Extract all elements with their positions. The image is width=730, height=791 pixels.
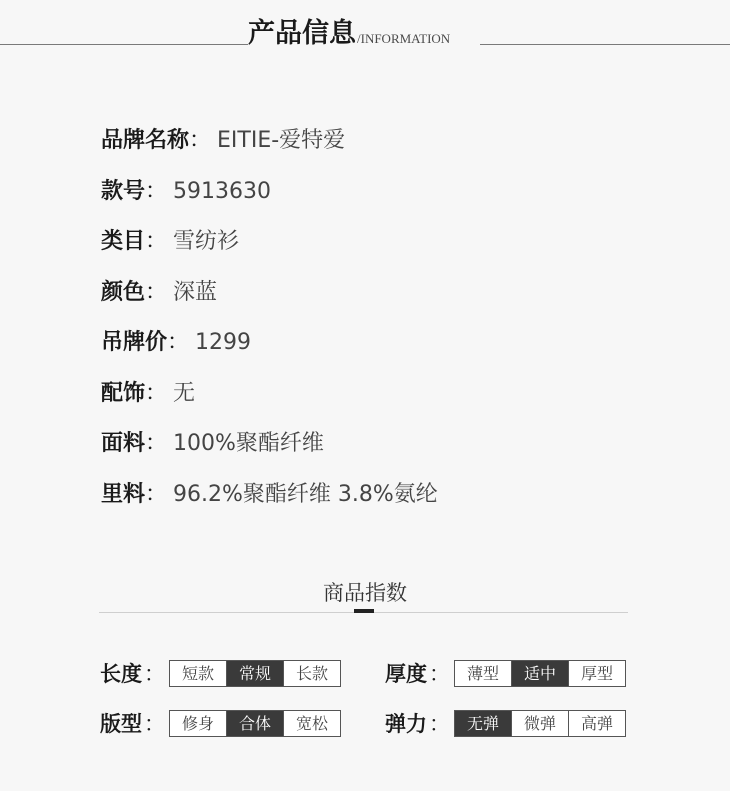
metric-elasticity [385,708,626,738]
info-colon: ： [189,128,212,153]
info-colon: ： [145,481,168,507]
metric-colon: ： [429,662,450,686]
option-high-stretch: 高弹 [568,711,625,736]
option-thick: 厚型 [568,661,625,686]
info-row-style-number [101,178,438,229]
info-row-fabric [101,430,438,481]
option-no-stretch-selected: 无弹 [455,711,511,736]
metric-label: 厚度 [385,662,427,686]
info-value: 无 [173,380,196,406]
info-label: 款号 [101,178,146,204]
index-section-title: 商品指数 [323,581,407,605]
metric-options [454,660,626,687]
info-label: 颜色 [101,279,146,305]
index-divider-accent [354,609,374,613]
info-value: 5913630 [173,178,272,204]
metric-thickness [385,658,626,688]
option-long: 长款 [283,661,340,686]
info-colon: ： [167,330,190,355]
page-title: 产品信息 [248,18,356,49]
option-thin: 薄型 [466,663,499,683]
metric-options [169,660,341,687]
metric-options [454,710,626,737]
info-label: 类目 [101,229,146,254]
metric-fit [100,708,341,738]
info-value: 1299 [195,330,252,355]
metric-label: 长度 [100,662,142,686]
section-header [248,20,450,47]
option-medium-selected: 适中 [511,661,568,686]
metric-colon: ： [144,662,165,686]
option-slim: 修身 [181,713,214,733]
metric-label: 版型 [100,712,142,736]
option-regular-selected: 常规 [226,661,283,686]
product-info-list [101,127,438,531]
page-subtitle: /INFORMATION [357,31,451,46]
info-label: 配饰 [101,380,146,406]
info-colon: ： [145,279,168,305]
info-colon: ： [145,431,168,456]
info-value: 深蓝 [173,279,218,305]
info-label: 吊牌价 [101,330,168,355]
info-value: 96.2%聚酯纤维 3.8%氨纶 [173,481,438,507]
metric-label: 弹力 [385,712,427,736]
option-loose: 宽松 [283,711,340,736]
header-divider-left [0,44,248,45]
info-colon: ： [145,229,168,254]
info-label: 里料 [101,481,146,507]
info-colon: ： [145,178,168,204]
option-fitted-selected: 合体 [226,711,283,736]
info-value: 100%聚酯纤维 [173,431,324,456]
info-label: 面料 [101,431,146,456]
info-row-category [101,228,438,279]
info-row-accessories [101,380,438,431]
info-value: 雪纺衫 [173,229,240,254]
metric-options [169,710,341,737]
option-slight-stretch: 微弹 [511,711,568,736]
info-row-tag-price [101,329,438,380]
metric-colon: ： [144,712,165,736]
info-value: EITIE-爱特爱 [217,128,346,153]
info-colon: ： [145,380,168,406]
metric-colon: ： [429,712,450,736]
header-divider-right [480,44,730,45]
info-row-color [101,279,438,330]
option-short: 短款 [181,663,214,683]
info-row-lining [101,481,438,532]
info-row-brand [101,127,438,178]
metric-length [100,658,341,688]
info-label: 品牌名称 [101,128,190,153]
